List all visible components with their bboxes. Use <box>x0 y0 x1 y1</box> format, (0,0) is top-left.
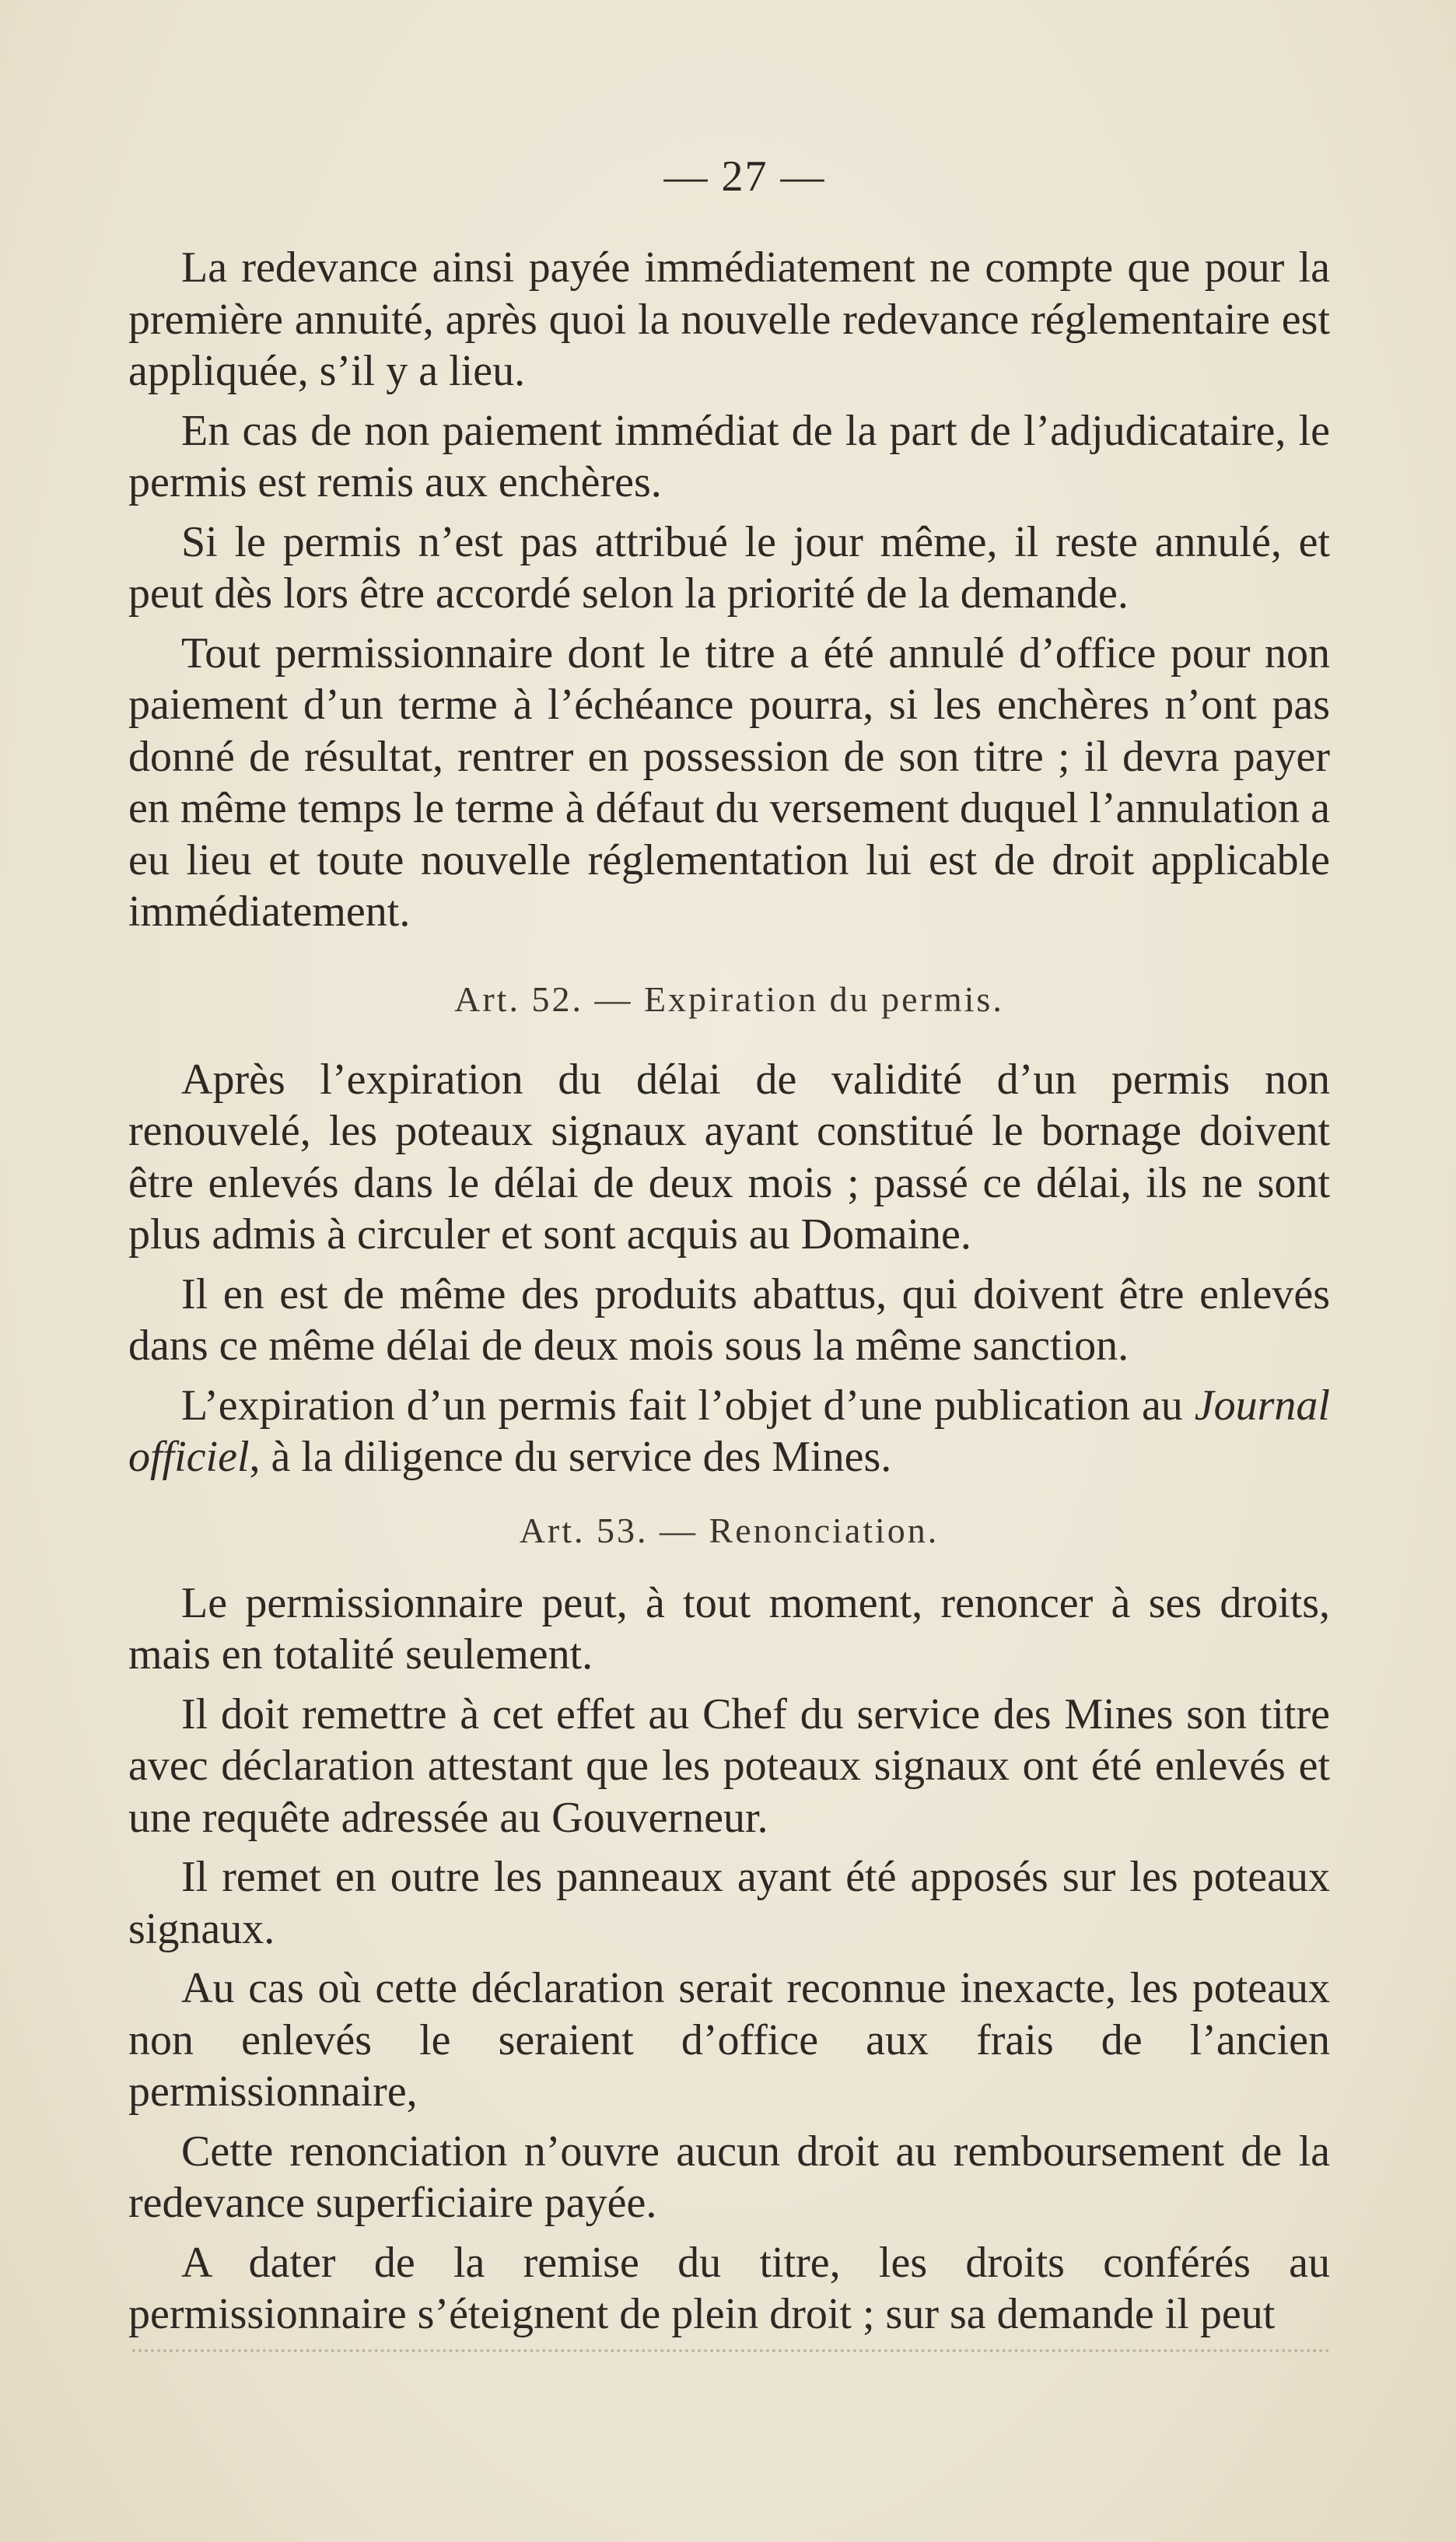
paragraph: La redevance ainsi payée immédiatement ne compte que pour la première annuité, après quoi la nouvelle redevance réglementaire est appliquée, s’il y a lieu. <box>128 243 1330 395</box>
paragraph: Il remet en outre les panneaux ayant été apposés sur les poteaux signaux. <box>128 1853 1330 1953</box>
journal-officiel-italic: Journal officiel <box>128 1381 1330 1481</box>
paragraph-text: , à la diligence du service des Mines. <box>249 1433 892 1481</box>
paragraph: En cas de non paiement immédiat de la part de l’adjudicataire, le permis est remis aux enchères. <box>128 406 1330 506</box>
paragraph: Après l’expiration du délai de validité d’un permis non renouvelé, les poteaux signaux ayant constitué le bornage doivent être enlevés dans le délai de deux mois ; passé ce délai, ils ne sont plus admis à circuler et sont acquis au Domaine. <box>128 1055 1330 1259</box>
article-53-heading: Art. 53. — Renonciation. <box>519 1510 940 1550</box>
page-number: — 27 — <box>663 152 826 201</box>
bottom-dotted-rule <box>132 2341 1330 2352</box>
page-content <box>128 152 1330 2348</box>
paragraph: Si le permis n’est pas attribué le jour même, il reste annulé, et peut dès lors être accordé selon la priorité de la demande. <box>128 517 1330 618</box>
paragraph: A dater de la remise du titre, les droits conférés au permissionnaire s’éteignent de plein droit ; sur sa demande il peut <box>128 2238 1330 2338</box>
article-52-heading: Art. 52. — Expiration du permis. <box>454 979 1004 1019</box>
paragraph <box>128 1380 1330 1483</box>
paragraph: Au cas où cette déclaration serait reconnue inexacte, les poteaux non enlevés le seraient d’office aux frais de l’ancien permissionnaire, <box>128 1964 1330 2116</box>
paragraph: Il doit remettre à cet effet au Chef du service des Mines son titre avec déclaration attestant que les poteaux signaux ont été enlevés et une requête adressée au Gouverneur. <box>128 1689 1330 1842</box>
paragraph: Le permissionnaire peut, à tout moment, renoncer à ses droits, mais en totalité seulement. <box>128 1578 1330 1679</box>
paragraph: Tout permissionnaire dont le titre a été annulé d’office pour non paiement d’un terme à l’échéance pourra, si les enchères n’ont pas donné de résultat, rentrer en possession de son titre ; il devra payer en même temps le terme à défaut du versement duquel l’annulation a eu lieu et toute nouvelle réglementation lui est de droit applicable immédiatement. <box>128 628 1330 936</box>
paragraph: Cette renonciation n’ouvre aucun droit au remboursement de la redevance superficiaire payée. <box>128 2127 1330 2227</box>
paragraph: Il en est de même des produits abattus, qui doivent être enlevés dans ce même délai de deux mois sous la même sanction. <box>128 1269 1330 1370</box>
paragraph-text: L’expiration d’un permis fait l’objet d’une publication au <box>181 1381 1195 1430</box>
